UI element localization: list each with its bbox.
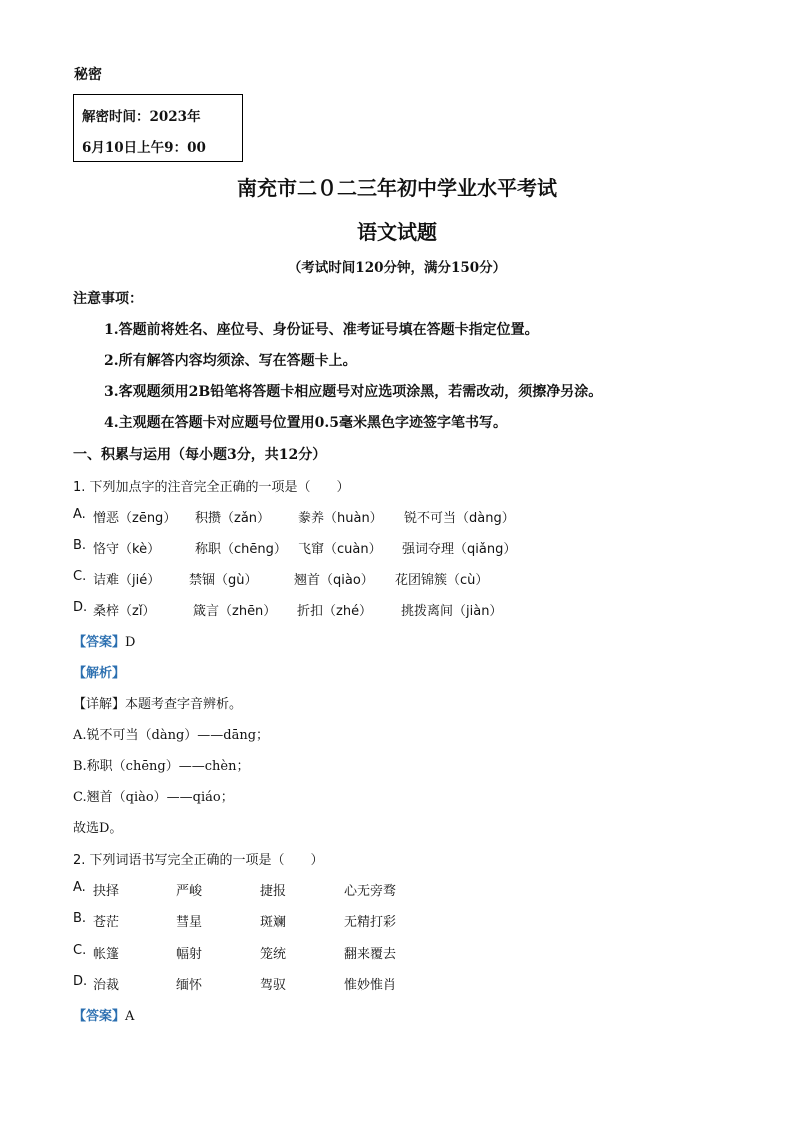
secret-label: 秘密 xyxy=(74,67,102,83)
answer-value: A xyxy=(125,1009,135,1024)
explain-line: C.翘首（qiào）——qiáo； xyxy=(73,790,234,805)
decrypt-time-line2: 6月10日上午9：00 xyxy=(82,140,206,156)
option-item: 积攒（zǎn） xyxy=(195,511,271,526)
option-item: 桑梓（zǐ） xyxy=(93,604,156,619)
option-item: 诘难（jié） xyxy=(93,573,161,588)
answer-value: D xyxy=(125,635,136,650)
option-item: 笼统 xyxy=(260,947,287,962)
option-item: 豢养（huàn） xyxy=(298,511,383,526)
option-item: 飞窜（cuàn） xyxy=(298,542,382,557)
option-item: 帐篷 xyxy=(93,947,120,962)
answer-tag: 【答案】 xyxy=(73,1009,126,1024)
notice-heading: 注意事项： xyxy=(73,291,143,307)
section-heading: 一、积累与运用（每小题3分，共12分） xyxy=(73,447,327,463)
detail-tag: 【详解】 xyxy=(73,697,126,712)
explain-line: B.称职（chēng）——chèn； xyxy=(73,759,250,774)
option-item: 憎恶（zēng） xyxy=(93,511,177,526)
option-item: 苍茫 xyxy=(93,915,120,930)
notice-item: 2.所有解答内容均须涂、写在答题卡上。 xyxy=(104,353,357,369)
option-label: B. xyxy=(73,911,87,926)
option-item: 禁锢（gù） xyxy=(189,573,258,588)
option-item: 挑拨离间（jiàn） xyxy=(401,604,503,619)
analysis-tag: 【解析】 xyxy=(73,666,126,681)
option-label: C. xyxy=(73,943,87,958)
notice-item: 1.答题前将姓名、座位号、身份证号、准考证号填在答题卡指定位置。 xyxy=(104,322,539,338)
option-item: 心无旁骛 xyxy=(344,884,397,899)
option-label: D. xyxy=(73,974,88,989)
detail-text: 本题考查字音辨析。 xyxy=(125,697,243,712)
analysis-line xyxy=(73,662,125,681)
option-label: B. xyxy=(73,538,87,553)
option-item: 驾驭 xyxy=(260,978,287,993)
option-item: 锐不可当（dàng） xyxy=(404,511,515,526)
answer-line xyxy=(73,631,135,650)
option-item: 抉择 xyxy=(93,884,120,899)
option-label: A. xyxy=(73,507,86,522)
option-label: D. xyxy=(73,600,88,615)
option-item: 治裁 xyxy=(93,978,120,993)
option-label: A. xyxy=(73,880,86,895)
option-label: C. xyxy=(73,569,87,584)
answer-tag: 【答案】 xyxy=(73,635,126,650)
decrypt-time-box xyxy=(73,94,243,162)
option-item: 称职（chēng） xyxy=(195,542,287,557)
exam-subtitle: 语文试题 xyxy=(357,220,437,244)
option-item: 缅怀 xyxy=(176,978,203,993)
detail-line xyxy=(73,693,242,712)
answer-line xyxy=(73,1005,134,1024)
option-item: 强词夺理（qiǎng） xyxy=(402,542,517,557)
exam-title: 南充市二０二三年初中学业水平考试 xyxy=(237,176,557,200)
option-item: 箴言（zhēn） xyxy=(193,604,277,619)
option-item: 折扣（zhé） xyxy=(297,604,373,619)
notice-item: 4.主观题在答题卡对应题号位置用0.5毫米黑色字迹签字笔书写。 xyxy=(104,415,507,431)
decrypt-time-line1: 解密时间：2023年 xyxy=(82,109,201,125)
option-item: 捷报 xyxy=(260,884,287,899)
option-item: 严峻 xyxy=(176,884,203,899)
option-item: 彗星 xyxy=(176,915,203,930)
question-2-stem: 2. 下列词语书写完全正确的一项是（ ） xyxy=(73,853,324,868)
option-item: 惟妙惟肖 xyxy=(344,978,397,993)
option-item: 翻来覆去 xyxy=(344,947,397,962)
explain-line: A.锐不可当（dàng）——dāng； xyxy=(73,728,270,743)
option-item: 花团锦簇（cù） xyxy=(395,573,489,588)
option-item: 翘首（qiào） xyxy=(294,573,374,588)
option-item: 幅射 xyxy=(176,947,203,962)
option-item: 无精打彩 xyxy=(344,915,397,930)
explain-line: 故选D。 xyxy=(73,821,123,836)
exam-duration: （考试时间120分钟，满分150分） xyxy=(287,260,507,276)
option-item: 恪守（kè） xyxy=(93,542,161,557)
question-1-stem: 1. 下列加点字的注音完全正确的一项是（ ） xyxy=(73,480,350,495)
notice-item: 3.客观题须用2B铅笔将答题卡相应题号对应选项涂黑，若需改动，须擦净另涂。 xyxy=(104,384,603,400)
option-item: 斑斓 xyxy=(260,915,287,930)
